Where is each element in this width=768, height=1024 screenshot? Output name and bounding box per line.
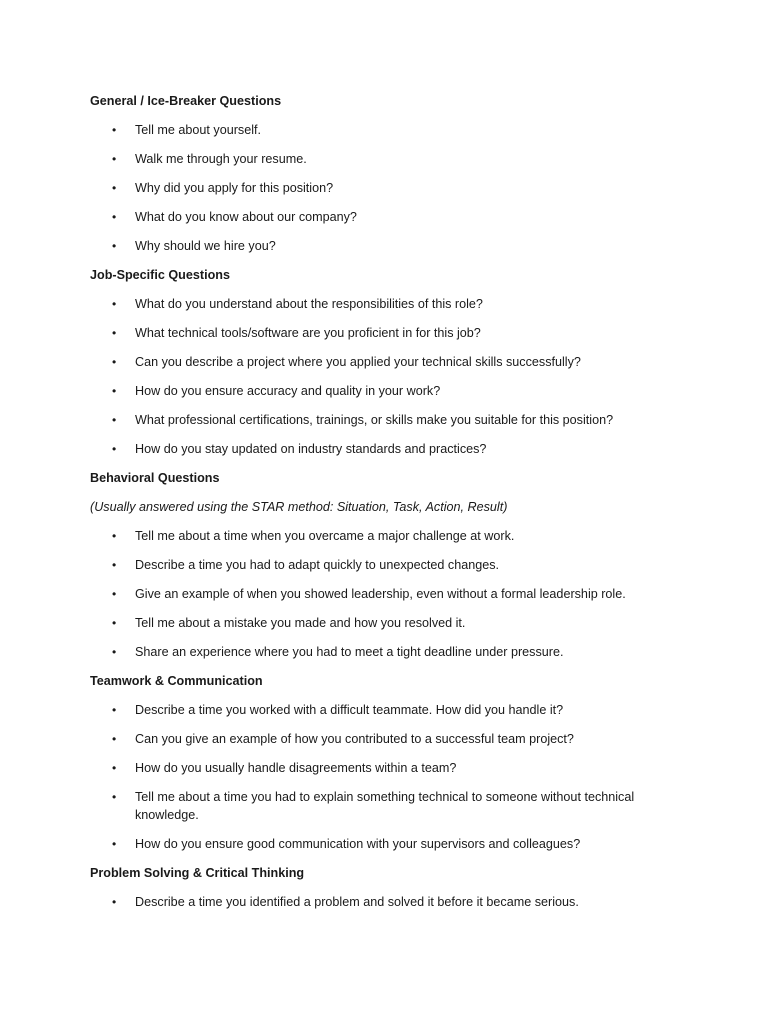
question-text: How do you stay updated on industry standards and practices?: [135, 442, 487, 456]
bullet-icon: •: [112, 384, 117, 398]
section-heading: Teamwork & Communication: [90, 674, 263, 688]
list-item: [90, 295, 690, 313]
list-item: [90, 527, 690, 545]
question-text: Tell me about yourself.: [135, 123, 261, 137]
question-text: Why should we hire you?: [135, 239, 276, 253]
question-text: Describe a time you worked with a difficult teammate. How did you handle it?: [135, 703, 564, 717]
document-body: [90, 92, 690, 922]
question-text: Describe a time you had to adapt quickly to unexpected changes.: [135, 558, 500, 572]
bullet-icon: •: [112, 587, 117, 601]
question-text: How do you usually handle disagreements within a team?: [135, 761, 457, 775]
question-text: What professional certifications, trainings, or skills make you suitable for this position?: [135, 413, 614, 427]
bullet-icon: •: [112, 181, 117, 195]
question-text: Give an example of when you showed leadership, even without a formal leadership role.: [135, 587, 626, 601]
question-text: What do you know about our company?: [135, 210, 357, 224]
question-text: Share an experience where you had to meet a tight deadline under pressure.: [135, 645, 564, 659]
bullet-icon: •: [112, 529, 117, 543]
list-item: [90, 411, 690, 429]
list-item: [90, 585, 690, 603]
section-problem-solving: [90, 864, 690, 911]
question-text: Tell me about a time when you overcame a major challenge at work.: [135, 529, 515, 543]
list-item: [90, 835, 690, 853]
section-job-specific: [90, 266, 690, 458]
question-text: Tell me about a mistake you made and how you resolved it.: [135, 616, 466, 630]
question-text: How do you ensure good communication with your supervisors and colleagues?: [135, 837, 581, 851]
bullet-icon: •: [112, 790, 117, 804]
section-heading: General / Ice-Breaker Questions: [90, 94, 282, 108]
bullet-icon: •: [112, 703, 117, 717]
question-list: [90, 295, 690, 458]
section-note: (Usually answered using the STAR method: Situation, Task, Action, Result): [90, 500, 508, 514]
question-text: Describe a time you identified a problem and solved it before it became serious.: [135, 895, 579, 909]
list-item: [90, 614, 690, 632]
question-text: Can you describe a project where you applied your technical skills successfully?: [135, 355, 581, 369]
list-item: [90, 730, 690, 748]
list-item: [90, 208, 690, 226]
list-item: [90, 382, 690, 400]
list-item: [90, 788, 690, 824]
section-general: [90, 92, 690, 255]
question-text: Can you give an example of how you contributed to a successful team project?: [135, 732, 574, 746]
list-item: [90, 893, 690, 911]
question-list: [90, 527, 690, 661]
bullet-icon: •: [112, 152, 117, 166]
list-item: [90, 121, 690, 139]
bullet-icon: •: [112, 895, 117, 909]
bullet-icon: •: [112, 558, 117, 572]
bullet-icon: •: [112, 761, 117, 775]
list-item: [90, 759, 690, 777]
bullet-icon: •: [112, 239, 117, 253]
question-list: [90, 121, 690, 255]
question-text: Walk me through your resume.: [135, 152, 307, 166]
bullet-icon: •: [112, 123, 117, 137]
question-list: [90, 893, 690, 911]
bullet-icon: •: [112, 616, 117, 630]
section-heading: Problem Solving & Critical Thinking: [90, 866, 305, 880]
bullet-icon: •: [112, 297, 117, 311]
question-text: Tell me about a time you had to explain something technical to someone without technical knowledge.: [135, 790, 635, 822]
bullet-icon: •: [112, 355, 117, 369]
list-item: [90, 150, 690, 168]
bullet-icon: •: [112, 732, 117, 746]
list-item: [90, 643, 690, 661]
bullet-icon: •: [112, 210, 117, 224]
question-text: What do you understand about the responsibilities of this role?: [135, 297, 483, 311]
list-item: [90, 701, 690, 719]
list-item: [90, 179, 690, 197]
section-heading: Behavioral Questions: [90, 471, 220, 485]
question-text: What technical tools/software are you proficient in for this job?: [135, 326, 481, 340]
section-heading: Job-Specific Questions: [90, 268, 230, 282]
list-item: [90, 440, 690, 458]
bullet-icon: •: [112, 413, 117, 427]
list-item: [90, 556, 690, 574]
list-item: [90, 324, 690, 342]
question-list: [90, 701, 690, 853]
section-behavioral: [90, 469, 690, 661]
list-item: [90, 237, 690, 255]
question-text: Why did you apply for this position?: [135, 181, 334, 195]
bullet-icon: •: [112, 326, 117, 340]
list-item: [90, 353, 690, 371]
section-teamwork: [90, 672, 690, 853]
bullet-icon: •: [112, 837, 117, 851]
bullet-icon: •: [112, 442, 117, 456]
question-text: How do you ensure accuracy and quality in your work?: [135, 384, 441, 398]
bullet-icon: •: [112, 645, 117, 659]
